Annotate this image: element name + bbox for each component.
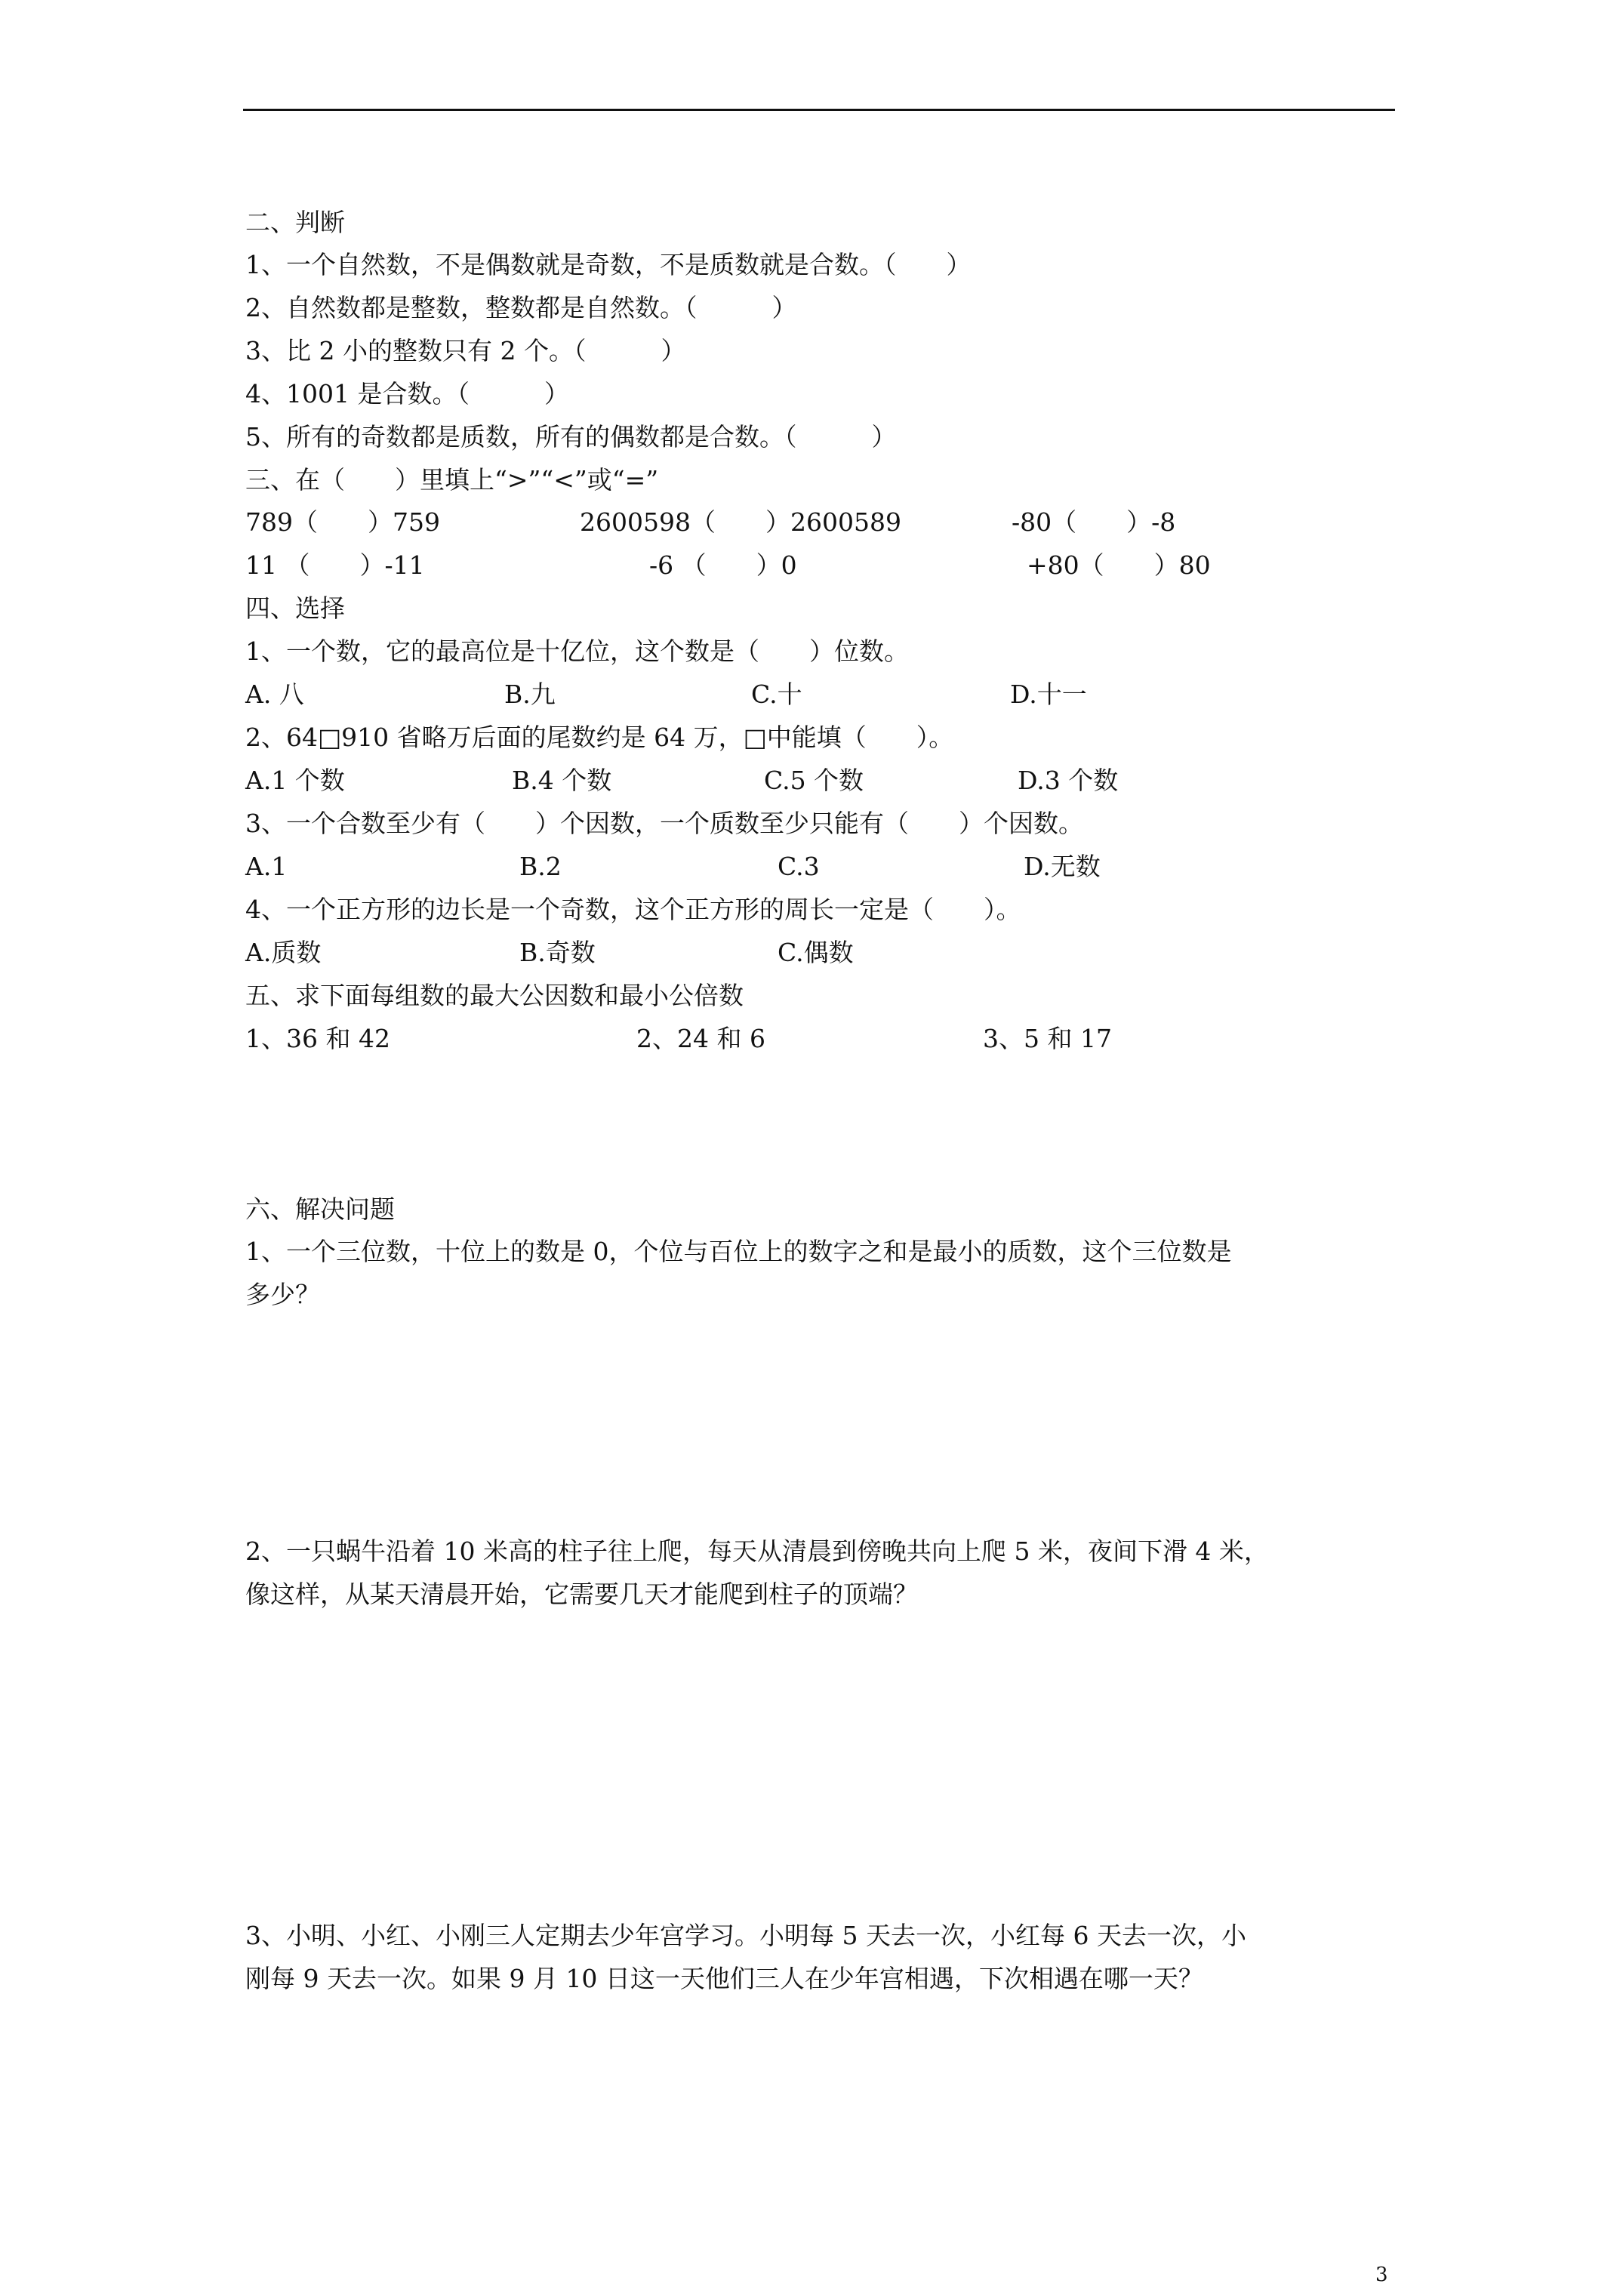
section4-heading: 四、选择 <box>245 593 345 623</box>
choice-q2-option-b: B.4 个数 <box>512 766 612 795</box>
section6-heading: 六、解决问题 <box>245 1194 395 1224</box>
choice-q2: 2、64□910 省略万后面的尾数约是 64 万，□中能填（ ）。 <box>245 723 954 752</box>
choice-q4-option-b: B.奇数 <box>519 938 596 967</box>
choice-q3-option-b: B.2 <box>519 852 562 881</box>
compare-2a: 11 （ ）-11 <box>245 550 425 580</box>
problem-1-line-2: 多少？ <box>245 1280 320 1309</box>
section5-heading: 五、求下面每组数的最大公因数和最小公倍数 <box>245 981 744 1010</box>
choice-q2-option-c: C.5 个数 <box>764 766 864 795</box>
page-number: 3 <box>1375 2264 1388 2286</box>
problem-2-line-1: 2、一只蜗牛沿着 10 米高的柱子往上爬，每天从清晨到傍晚共向上爬 5 米，夜间下滑 4 米， <box>245 1536 1269 1566</box>
compare-1c: -80（ ）-8 <box>1012 507 1176 537</box>
gcd-lcm-item-2: 2、24 和 6 <box>636 1024 765 1053</box>
choice-q4-option-c: C.偶数 <box>778 938 854 967</box>
compare-2b: -6 （ ）0 <box>649 550 797 580</box>
problem-2-line-2: 像这样，从某天清晨开始，它需要几天才能爬到柱子的顶端？ <box>245 1579 918 1609</box>
choice-q2-option-d: D.3 个数 <box>1018 766 1119 795</box>
choice-q4-option-a: A.质数 <box>245 938 322 967</box>
judge-item-5: 5、所有的奇数都是质数，所有的偶数都是合数。（ ） <box>245 422 897 451</box>
choice-q1-option-b: B.九 <box>504 680 556 709</box>
judge-item-4: 4、1001 是合数。（ ） <box>245 379 569 408</box>
choice-q3-option-d: D.无数 <box>1024 852 1101 881</box>
compare-2c: +80（ ）80 <box>1027 550 1211 580</box>
judge-item-1: 1、一个自然数，不是偶数就是奇数，不是质数就是合数。（ ） <box>245 250 972 279</box>
choice-q1-option-a: A. 八 <box>245 680 304 709</box>
choice-q3-option-c: C.3 <box>778 852 820 881</box>
gcd-lcm-item-3: 3、5 和 17 <box>983 1024 1112 1053</box>
compare-1b: 2600598（ ）2600589 <box>580 507 901 537</box>
section2-heading: 二、判断 <box>245 208 345 237</box>
section3-heading: 三、在（ ）里填上“>”“<”或“=” <box>245 465 659 495</box>
header-rule <box>243 109 1395 111</box>
compare-1a: 789（ ）759 <box>245 507 440 537</box>
choice-q1-option-d: D.十一 <box>1010 680 1087 709</box>
choice-q1: 1、一个数，它的最高位是十亿位，这个数是（ ）位数。 <box>245 636 909 666</box>
problem-3-line-2: 刚每 9 天去一次。如果 9 月 10 日这一天他们三人在少年宫相遇，下次相遇在哪一天？ <box>245 1964 1203 1993</box>
problem-3-line-1: 3、小明、小红、小刚三人定期去少年宫学习。小明每 5 天去一次，小红每 6 天去一次，小 <box>245 1921 1246 1950</box>
choice-q3: 3、一个合数至少有（ ）个因数，一个质数至少只能有（ ）个因数。 <box>245 809 1083 838</box>
judge-item-3: 3、比 2 小的整数只有 2 个。（ ） <box>245 336 686 365</box>
judge-item-2: 2、自然数都是整数，整数都是自然数。（ ） <box>245 293 797 322</box>
problem-1-line-1: 1、一个三位数，十位上的数是 0，个位与百位上的数字之和是最小的质数，这个三位数是 <box>245 1237 1232 1266</box>
gcd-lcm-item-1: 1、36 和 42 <box>245 1024 390 1053</box>
choice-q1-option-c: C.十 <box>751 680 802 709</box>
choice-q3-option-a: A.1 <box>245 852 288 881</box>
choice-q4: 4、一个正方形的边长是一个奇数，这个正方形的周长一定是（ ）。 <box>245 895 1021 924</box>
choice-q2-option-a: A.1 个数 <box>245 766 345 795</box>
